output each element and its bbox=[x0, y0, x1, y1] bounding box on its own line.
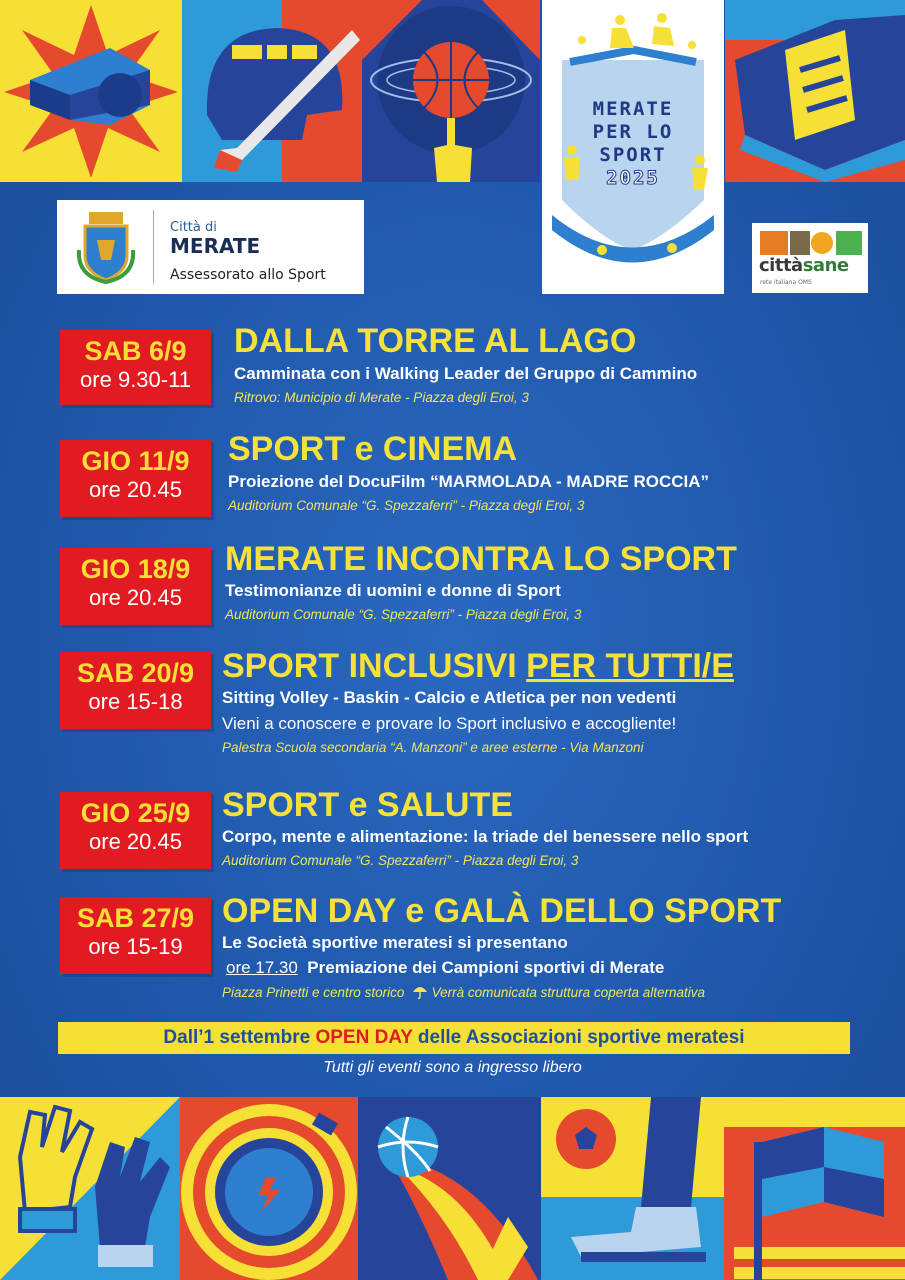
event-day: SAB 20/9 bbox=[76, 658, 195, 688]
logo-city-name: MERATE bbox=[170, 234, 261, 258]
event-extra-text: Premiazione dei Campioni sportivi di Merate bbox=[307, 958, 665, 977]
event-subtitle: Camminata con i Walking Leader del Gruppo di Cammino bbox=[234, 364, 698, 383]
volleyball-tile bbox=[358, 1097, 541, 1280]
event-title: SPORT e SALUTE bbox=[222, 786, 513, 824]
sneaker-tile bbox=[725, 0, 905, 182]
logo-divider bbox=[153, 210, 154, 284]
event-location: Palestra Scuola secondaria “A. Manzoni” e aree esterne - Via Manzoni bbox=[222, 740, 644, 755]
soccer-tile bbox=[541, 1097, 724, 1280]
event-day: SAB 27/9 bbox=[76, 903, 195, 933]
open-day-banner: Dall’1 settembre OPEN DAY delle Associazioni sportive meratesi bbox=[58, 1022, 850, 1054]
event-location-note: Verrà comunicata struttura coperta alternativa bbox=[431, 985, 706, 1000]
event-subtitle: Testimonianze di uomini e donne di Sport bbox=[225, 581, 561, 600]
event-extra bbox=[226, 958, 664, 978]
sneaker-icon bbox=[735, 15, 905, 182]
event-title-underlined: PER TUTTI/E bbox=[526, 647, 734, 685]
event-day: SAB 6/9 bbox=[84, 336, 187, 366]
merate-logo bbox=[57, 200, 364, 294]
event-date-box bbox=[60, 330, 211, 405]
event-location: Ritrovo: Municipio di Merate - Piazza degli Eroi, 3 bbox=[234, 390, 529, 405]
event-date-box bbox=[60, 440, 211, 517]
event-location: Auditorium Comunale “G. Spezzaferri” - Piazza degli Eroi, 3 bbox=[228, 498, 585, 513]
event-time: ore 20.45 bbox=[89, 829, 182, 854]
logo-city-label: Città di bbox=[170, 220, 217, 235]
stopwatch-tile bbox=[180, 1097, 358, 1280]
cittasane-subtitle: rete italiana OMS bbox=[760, 279, 812, 286]
basketball-tile bbox=[362, 0, 540, 182]
cittasane-logo bbox=[752, 223, 868, 293]
gloves-tile bbox=[0, 1097, 180, 1280]
event-title: OPEN DAY e GALÀ DELLO SPORT bbox=[222, 892, 782, 930]
event-location: Piazza Prinetti e centro storico Verrà comunicata struttura coperta alternativa bbox=[222, 985, 706, 1000]
event-title: DALLA TORRE AL LAGO bbox=[234, 322, 637, 360]
event-location: Auditorium Comunale “G. Spezzaferri” - Piazza degli Eroi, 3 bbox=[225, 607, 582, 622]
event-time: ore 20.45 bbox=[89, 585, 182, 610]
umbrella-icon bbox=[412, 985, 428, 999]
event-time: ore 9.30-11 bbox=[80, 367, 191, 392]
flag-tile bbox=[724, 1097, 905, 1280]
cittasane-graphic bbox=[752, 223, 868, 257]
cittasane-wordmark: cittàsane bbox=[759, 255, 849, 276]
event-location: Auditorium Comunale “G. Spezzaferri” - Piazza degli Eroi, 3 bbox=[222, 853, 579, 868]
crest-icon bbox=[75, 210, 137, 284]
event-title: SPORT INCLUSIVI PER TUTTI/E bbox=[222, 647, 734, 685]
event-time: ore 20.45 bbox=[89, 477, 182, 502]
event-day: GIO 25/9 bbox=[80, 798, 191, 828]
banner-highlight: OPEN DAY bbox=[315, 1027, 413, 1048]
event-date-box bbox=[60, 792, 211, 869]
event-date-box bbox=[60, 897, 211, 974]
event-subtitle: Corpo, mente e alimentazione: la triade del benessere nello sport bbox=[222, 827, 749, 846]
event-subtitle: Sitting Volley - Baskin - Calcio e Atletica per non vedenti bbox=[222, 688, 677, 707]
logo-department: Assessorato allo Sport bbox=[170, 267, 326, 283]
whistle-tile bbox=[0, 0, 182, 182]
event-title: SPORT e CINEMA bbox=[228, 430, 518, 468]
event-time: ore 15-19 bbox=[88, 934, 183, 959]
event-date-box bbox=[60, 652, 211, 729]
event-day: GIO 18/9 bbox=[80, 554, 191, 584]
event-description: Vieni a conoscere e provare lo Sport inclusivo e accogliente! bbox=[222, 714, 677, 733]
poster-logo-title: MERATE PER LO SPORT 2025 bbox=[592, 98, 674, 189]
event-subtitle: Proiezione del DocuFilm “MARMOLADA - MADRE ROCCIA” bbox=[228, 472, 710, 491]
helmet-tile bbox=[182, 0, 362, 182]
event-time: ore 15-18 bbox=[88, 689, 183, 714]
event-extra-time: ore 17.30 bbox=[226, 958, 298, 977]
poster-logo bbox=[542, 0, 724, 294]
event-title: MERATE INCONTRA LO SPORT bbox=[225, 540, 737, 578]
footer-note: Tutti gli eventi sono a ingresso libero bbox=[323, 1059, 582, 1076]
event-day: GIO 11/9 bbox=[81, 446, 190, 476]
event-subtitle: Le Società sportive meratesi si presentano bbox=[222, 933, 568, 952]
event-date-box bbox=[60, 548, 211, 625]
